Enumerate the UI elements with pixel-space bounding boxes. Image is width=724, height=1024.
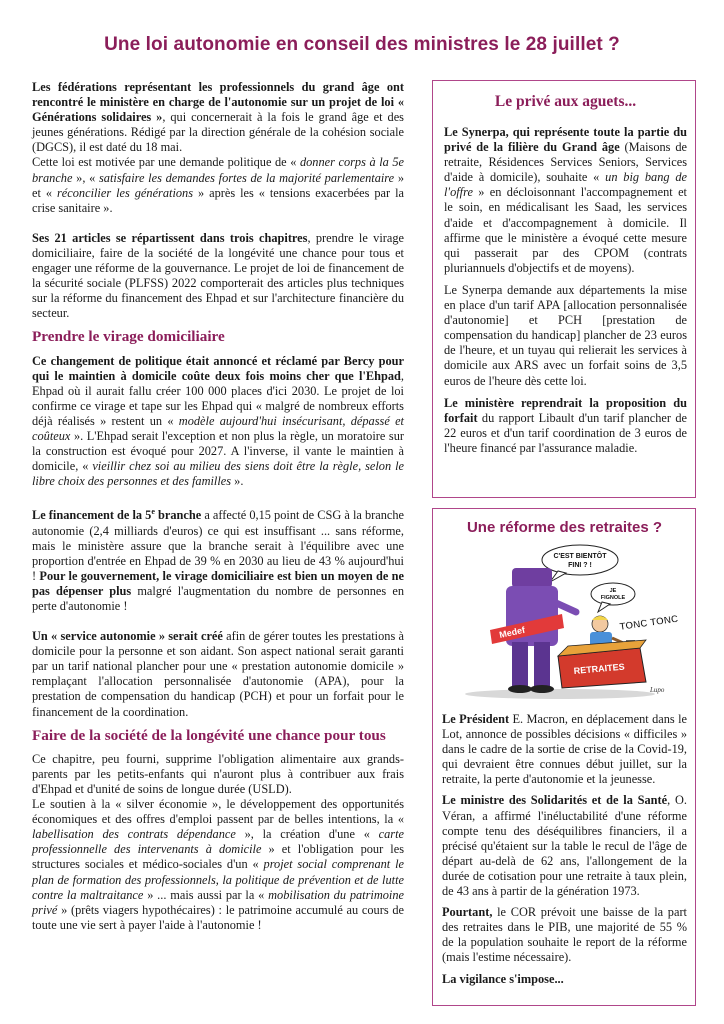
superscript: e (151, 507, 155, 517)
paragraph-financement (32, 504, 404, 614)
bold-lead: Pourtant, (442, 905, 493, 920)
intro-text: , qui concernerait à la fois le grand âge et des jeunes générations. Rédigé par la direction générale de la cohésion sociale (DGCS), il est daté du 18 mai. (32, 110, 404, 155)
section-heading-longevite: Faire de la société de la longévité une chance pour tous (32, 726, 386, 744)
bold-lead: Le ministère reprendrait la proposition du forfait (444, 395, 687, 425)
main-article (32, 80, 404, 933)
box-paragraph-tarif: Le Synerpa demande aux départements la mise en place d'un tarif APA [allocation personnalisée d'autonomie] et PCH [prestation de compensation du handicap] plancher de 23 euros de l'heure, et un tuyau qui relierait les services à domicile aux ARS avec un forfait soins de 3,5 euros de l'heure dès cette loi. (444, 282, 687, 388)
text: », « (72, 170, 99, 185)
quote: donner corps à la 5e branche (32, 155, 404, 185)
box-paragraph-vigilance (442, 972, 687, 987)
paragraph-motivation (32, 155, 404, 215)
bubble-1-line-2: FINI ? ! (567, 562, 592, 569)
bold-lead: Un « service autonomie » serait créé (32, 629, 223, 644)
text: branche (154, 508, 202, 523)
cartoon-signature: Lupo (649, 686, 664, 694)
text: (Maisons de retraite, Résidences Services Seniors, Services d'aide à domicile), souhaite « (444, 140, 687, 185)
sound-effect: TONC TONC (618, 613, 679, 633)
box-title-prive: Le privé aux aguets... (494, 93, 637, 110)
paragraph-articles (32, 231, 404, 322)
text: Le financement de la 5 (32, 508, 152, 523)
text: du rapport Libault d'un tarif plancher de 22 euros et d'un tarif coordination de 3 euros de l'heure financé par l'assurance maladie. (444, 410, 687, 455)
text: » après les « tensions exacerbées par la crise sanitaire ». (32, 185, 404, 215)
bold-lead: Ses 21 articles se répartissent dans trois chapitres (32, 230, 308, 245)
text: a affecté 0,15 point de CSG à la branche autonomie (2,4 milliards d'euros) ce qui est insuffisant ... sans réforme, mais le ministère assure que la branche serait à l'équilibre avec une proportion d'entrée en Ehpad de 39 % en 2030 au lieu de 43 % aujourd'hui ! (32, 508, 405, 583)
retraites-sign: RETRAITES (572, 661, 625, 676)
bold-lead: Le Synerpa, qui représente toute la partie du privé de la filière du Grand âge (444, 125, 687, 155)
text: ». (231, 474, 244, 489)
box-title-retraites: Une réforme des retraites ? (466, 519, 663, 536)
bold-lead: Le Président (442, 712, 510, 726)
text: Cette loi est motivée par une demande politique de « (32, 155, 300, 170)
bold-lead: Ce changement de politique était annoncé et réclamé par Bercy pour qui le maintien à domicile coûte deux fois moins cher que l'Ehpad (32, 353, 404, 383)
bubble-2-line-2: FIGNOLE (600, 595, 625, 601)
quote: réconcilier les générations (56, 185, 194, 200)
bold-lead (32, 508, 201, 522)
quote: vieillir chez soi au milieu des siens doit être la règle, selon le libre choix des personnes et des familles (32, 459, 404, 489)
quote: labellisation des contrats dépendance (32, 827, 236, 842)
box-paragraph-forfait (444, 396, 687, 456)
text: , O. Véran, a affirmé l'inéluctabilité d'une réforme compte tenu des déséquilibres financiers, il a précisé qu'étaient sur la table le recul de l'âge de départ au-delà de 62 ans, l'allongement de la durée de cotisation pour une retraite à taux plein, de 43 ans à partir de la génération 1973. (442, 793, 687, 899)
bold-text: La vigilance s'impose... (442, 971, 564, 986)
text: » ... mais aussi par la « (143, 887, 269, 902)
paragraph-chapitre: Ce chapitre, peu fourni, supprime l'obligation alimentaire aux grands-parents par les petits-enfants qui n'auront plus à contribuer aux frais d'Ehpad et d'unité de soins de longue durée (USLD). (32, 751, 404, 796)
bold-text: Pour le gouvernement, le virage domiciliaire est bien un moyen de ne pas dépenser plus (32, 568, 404, 598)
box-paragraph-synerpa (444, 125, 687, 276)
paragraph-bercy (32, 354, 404, 490)
text: Le soutien à la « silver économie », le développement des opportunités économiques et des offres d'emploi passent par de belles intentions, la « (32, 797, 404, 827)
text: le COR prévoit une baisse de la part des retraites dans le PIB, une majorité de 55 % de la population souhaite le report de la réforme (mais l'estime nécessaire). (442, 905, 687, 965)
paragraph-intro (32, 80, 404, 155)
text: , Ehpad où il aurait fallu créer 100 000 places d'ici 2030. Le projet de loi confirme ce virage et tape sur les Ehpad qui « malgré de nombreux efforts déjà réalisés » restent un « (32, 368, 404, 428)
sidebar-box-retraites (432, 508, 696, 1006)
bubble-1-line-1: C'EST BIENTÔT (553, 553, 606, 560)
paragraph-service-autonomie (32, 629, 404, 720)
text: » et « (32, 170, 404, 200)
box-paragraph-cor (442, 905, 687, 965)
text: » et l'obligation pour les structures sociales et médico-sociales d'un « (32, 842, 404, 872)
quote: projet social comprenant le plan de formation des professionnels, la politique de prévention et de lutte contre la maltraitance (32, 857, 404, 902)
quote: mobilisation du patrimoine privé (32, 887, 404, 917)
text: » en décloisonnant l'accompagnement et le soin, en médicalisant les Saad, les services d'aide et d'accompagnement à domicile. Il affirme que le ministère a évoqué cette mesure qui passerait par des CPOM (contrats pluriannuels d'objectifs et de moyens). (444, 185, 687, 275)
text: E. Macron, en déplacement dans le Lot, annonce de possibles décisions « difficiles » dans le cadre de la sortie de crise de la Covid-19, qui devraient être connues début juillet, sur la retraite, la perte d'autonomie et la jeunesse. (442, 712, 687, 787)
bold-lead: Le ministre des Solidarités et de la Santé (442, 793, 668, 808)
box-paragraph-ministre (442, 793, 687, 899)
page-title: Une loi autonomie en conseil des ministres le 28 juillet ? (104, 34, 620, 55)
box-paragraph-president (442, 712, 687, 787)
paragraph-silver (32, 797, 404, 933)
text: ». L'Ehpad serait l'exception et non plus la règle, un moratoire sur la construction est évoqué pour 2027. A l'inverse, il vante le maintien à domicile, « (32, 428, 404, 474)
intro-bold: Les fédérations représentant les professionnels du grand âge ont rencontré le ministère en charge de l'autonomie sur un projet de loi « Générations solidaires » (32, 80, 404, 125)
medef-label: Medef (497, 624, 526, 640)
section-heading-virage: Prendre le virage domiciliaire (32, 328, 225, 346)
quote: carte professionnelle des intervenants à domicile (32, 827, 404, 857)
text: , prendre le virage domiciliaire, faire de la société de la longévité une chance pour tous et engager une réforme de la gouvernance. Le projet de loi de financement de la sécurité sociale (PLFSS) 2022 comporterait des articles plus techniques sur la réforme du financement des Ehpad et sur l'architecture financière du secteur. (32, 230, 404, 321)
quote: un big bang de l'offre (444, 170, 687, 200)
bubble-2-line-1: JE (609, 588, 616, 594)
quote: modèle aujourd'hui insécurisant, dépassé et coûteux (32, 413, 404, 443)
text: », la création d'une « (235, 827, 379, 842)
text: afin de gérer toutes les prestations à domicile pour la personne et son aidant. Son aspect national serait garanti par un tarif national plancher pour une « prestation autonomie domicile » remplaçant l'allocation personnalisée d'autonomie (APA), pour la prestation de compensation du handicap (PCH) et pour un forfait pour le financement de la coordination. (32, 629, 404, 719)
text: » (prêts viagers hypothécaires) : le patrimoine accumulé au cours de toute une vie sert à payer l'aide à l'autonomie ! (32, 902, 404, 932)
sidebar-box-prive (432, 80, 696, 498)
cartoon-illustration (450, 542, 680, 702)
text: malgré l'augmentation du nombre de personnes en perte d'autonomie ! (32, 583, 404, 614)
quote: satisfaire les demandes fortes de la majorité parlementaire (98, 170, 395, 185)
